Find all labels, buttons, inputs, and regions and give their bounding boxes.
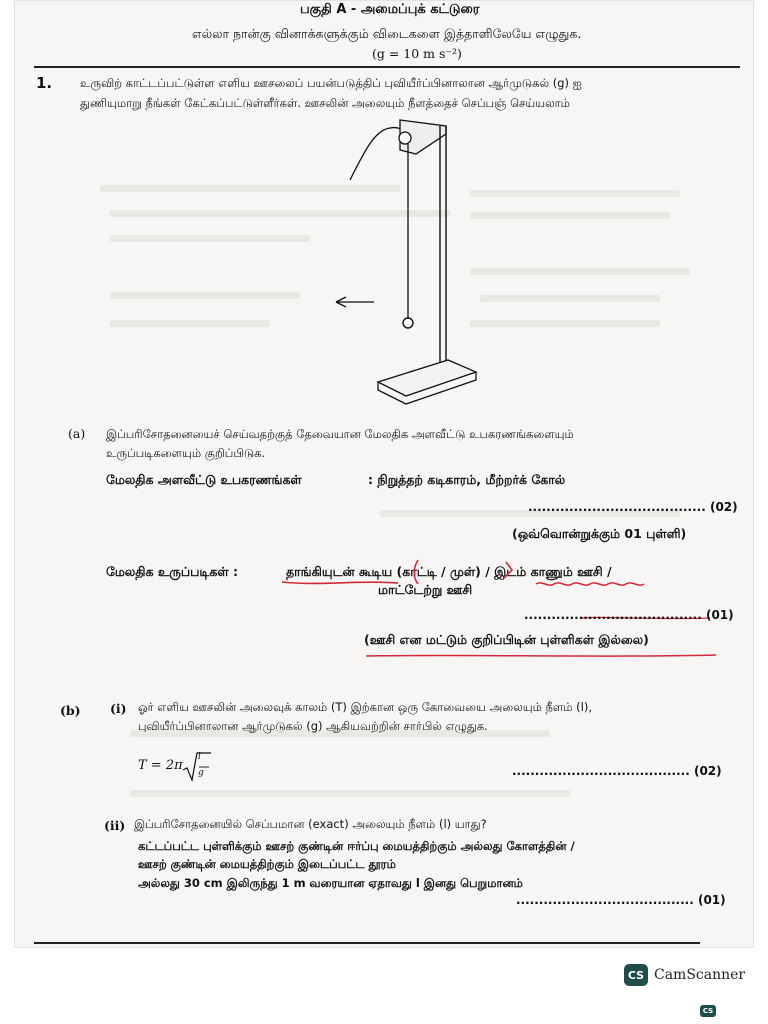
marks-note: (ஒவ்வொன்றுக்கும் 01 புள்ளி) — [512, 526, 687, 541]
part-b-ii-question: இப்பரிசோதனையில் செப்பமான (exact) அலையும் நீளம் (l) யாது? — [134, 817, 487, 831]
red-underline-note — [364, 650, 720, 662]
components-answer-2: மாட்டேற்று ஊசி — [378, 582, 473, 597]
pendulum-bob — [403, 318, 413, 328]
question-number: 1. — [36, 74, 53, 92]
stand-base — [378, 360, 476, 396]
sqrt-icon — [182, 750, 212, 784]
part-a-question-line-1: இப்பரிசோதனையைச் செய்வதற்குத் தேவையான மேலதிக அளவீட்டு உபகரணங்களையும் — [106, 427, 574, 441]
camscanner-logo-icon: CS — [624, 964, 648, 986]
bleed-through — [470, 268, 690, 275]
camscanner-watermark — [624, 964, 745, 986]
bleed-through — [470, 190, 680, 197]
clamp-pivot — [399, 132, 411, 144]
bleed-through — [110, 292, 300, 299]
components-answer-1: தாங்கியுடன் கூடிய (காட்டி / முள்) / இடம் காணும் ஊசி / — [286, 564, 612, 579]
bleed-through — [110, 235, 310, 242]
pendulum-diagram — [320, 110, 490, 410]
no-marks-note: (ஊசி என மட்டும் குறிப்பிடின் புள்ளிகள் இல்லை) — [364, 632, 649, 647]
part-a-label: (a) — [68, 426, 86, 441]
bleed-through — [130, 790, 570, 797]
marks-line: ....................................... (01) — [516, 893, 726, 907]
camscanner-small-icon: CS — [700, 1005, 716, 1017]
red-bracket — [414, 560, 418, 584]
footer-rule — [34, 942, 700, 944]
instruments-label: மேலதிக அளவீட்டு உபகரணங்கள் — [106, 472, 302, 487]
part-b-ii-answer-line-3: அல்லது 30 cm இலிருந்து 1 m வரையான ஏதாவது l இனது பெறுமானம் — [138, 876, 523, 890]
red-underline — [366, 655, 716, 656]
bleed-through — [470, 320, 660, 327]
bleed-through — [480, 295, 660, 302]
header-rule — [34, 66, 740, 68]
formula-numerator: l — [198, 752, 201, 762]
bleed-through — [110, 320, 270, 327]
period-formula-lhs: T = 2π — [138, 758, 183, 773]
part-b-i-line-1: ஓர் எளிய ஊசலின் அலைவுக் காலம் (T) இற்கான ஒரு கோவையை அலையும் நீளம் (l), — [138, 700, 592, 714]
hand-outline — [350, 128, 406, 180]
question-text-line-1: உருவிற் காட்டப்பட்டுள்ள எளிய ஊசலைப் பயன்படுத்திப் புவியீர்ப்பினாலான ஆர்முடுகல் (g) ஐ — [80, 76, 582, 90]
formula-denominator: g — [198, 768, 204, 778]
marks-line: ....................................... (02) — [512, 764, 722, 778]
part-b-ii-label: (ii) — [104, 818, 126, 833]
part-b-ii-answer-line-1: கட்டப்பட்ட புள்ளிக்கும் ஊசற் குண்டின் ஈர்ப்பு மையத்திற்கும் அல்லது கோளத்தின் / — [138, 839, 575, 853]
marks-line: ....................................... (02) — [528, 500, 738, 514]
part-a-question-line-2: உருப்படிகளையும் குறிப்பிடுக. — [106, 446, 266, 460]
part-b-label: (b) — [60, 703, 81, 718]
camscanner-text: CamScanner — [654, 967, 746, 983]
instruments-answer: : நிறுத்தற் கடிகாரம், மீற்றர்க் கோல் — [368, 472, 566, 487]
part-b-i-label: (i) — [110, 701, 127, 716]
red-underline — [282, 582, 398, 583]
part-b-i-line-2: புவியீர்ப்பினாலான ஆர்முடுகல் (g) ஆகியவற்றின் சார்பில் எழுதுக. — [138, 719, 488, 733]
red-wavy-underline — [536, 583, 644, 585]
marks-line: ....................................... (01) — [524, 608, 734, 622]
gravity-value: (g = 10 m s⁻²) — [372, 46, 462, 61]
part-b-ii-answer-line-2: ஊசற் குண்டின் மையத்திற்கும் இடைப்பட்ட தூரம் — [138, 857, 396, 871]
part-heading: பகுதி A - அமைப்புக் கட்டுரை — [300, 2, 480, 17]
question-text-line-2: துணியுமாறு நீங்கள் கேட்கப்பட்டுள்ளீர்கள். ஊசலின் அலையும் நீளத்தைச் செப்பஞ் செய்யலாம் — [80, 96, 570, 110]
bleed-through — [470, 212, 670, 219]
components-label: மேலதிக உருப்படிகள் : — [106, 564, 239, 579]
red-mark — [504, 562, 512, 578]
instruction-line: எல்லா நான்கு வினாக்களுக்கும் விடைகளை இத்தாளிலேயே எழுதுக. — [192, 26, 582, 41]
